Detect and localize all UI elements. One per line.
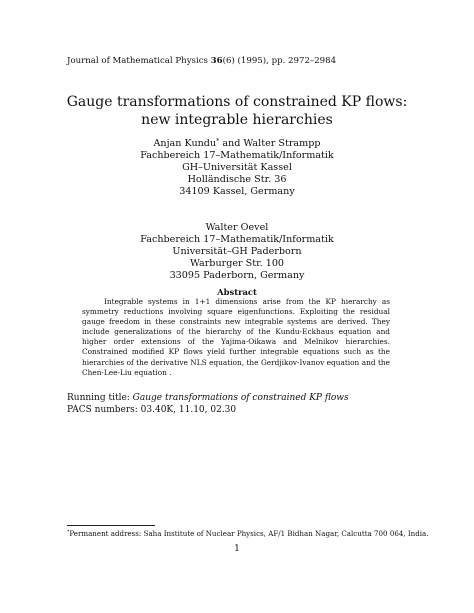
author-strampp: and Walter Strampp [219, 138, 321, 149]
footnote-text: Permanent address: Saha Institute of Nuclear Physics, AF/1 Bidhan Nagar, Calcutta 700 064, India. [69, 529, 429, 538]
pacs-numbers: PACS numbers: 03.40K, 11.10, 02.30 [67, 405, 237, 416]
footnote [67, 529, 429, 538]
footnote-rule [67, 525, 155, 526]
affiliation-street: Warburger Str. 100 [189, 258, 285, 270]
journal-citation [67, 56, 336, 66]
affiliation-university: Universität–GH Paderborn [172, 246, 302, 258]
affiliation-university: GH–Universität Kassel [182, 162, 292, 174]
abstract-text: Integrable systems in 1+1 dimensions arise from the KP hierarchy as symmetry reductions involving square eigenfunctions. Exploiting the residual gauge freedom in these constraints new integrable systems are derived. They include generalizations of the hierarchy of the Kundu-Eckhaus equation and higher order extensions of the Yajima-Oikawa and Melnikov hierarchies. Constrained modified KP flows yield further integrable equations such as the hierarchies of the derivative NLS equation, the Gerdjikov-Ivanov equation and the Chen-Lee-Liu equation . [82, 297, 390, 377]
journal-volume: 36 [210, 56, 223, 66]
running-title [67, 392, 349, 404]
journal-issue-pages: (6) (1995), pp. 2972–2984 [222, 56, 337, 66]
author-block-2 [0, 222, 474, 282]
author-oevel: Walter Oevel [205, 222, 269, 233]
author-names [0, 138, 474, 150]
affiliation-street: Holländische Str. 36 [187, 174, 287, 186]
running-info [67, 392, 349, 416]
affiliation-dept: Fachbereich 17–Mathematik/Informatik [140, 234, 334, 246]
running-title-text: Gauge transformations of constrained KP flows [132, 393, 349, 403]
title-line-2: new integrable hierarchies [141, 112, 333, 128]
author-block-1 [0, 138, 474, 198]
affiliation-dept: Fachbereich 17–Mathematik/Informatik [140, 150, 334, 162]
author-kundu: Anjan Kundu [153, 138, 217, 149]
journal-prefix: Journal of Mathematical Physics [67, 56, 211, 66]
footnote-mark: * [67, 530, 70, 535]
affiliation-city: 34109 Kassel, Germany [179, 186, 295, 198]
title-line-1: Gauge transformations of constrained KP flows: [66, 94, 408, 110]
running-title-label: Running title: [67, 393, 133, 403]
footnote-marker: * [216, 138, 220, 145]
paper-title [0, 93, 474, 129]
affiliation-city: 33095 Paderborn, Germany [169, 270, 305, 282]
abstract-heading: Abstract [217, 287, 257, 297]
page-number: 1 [234, 544, 240, 554]
